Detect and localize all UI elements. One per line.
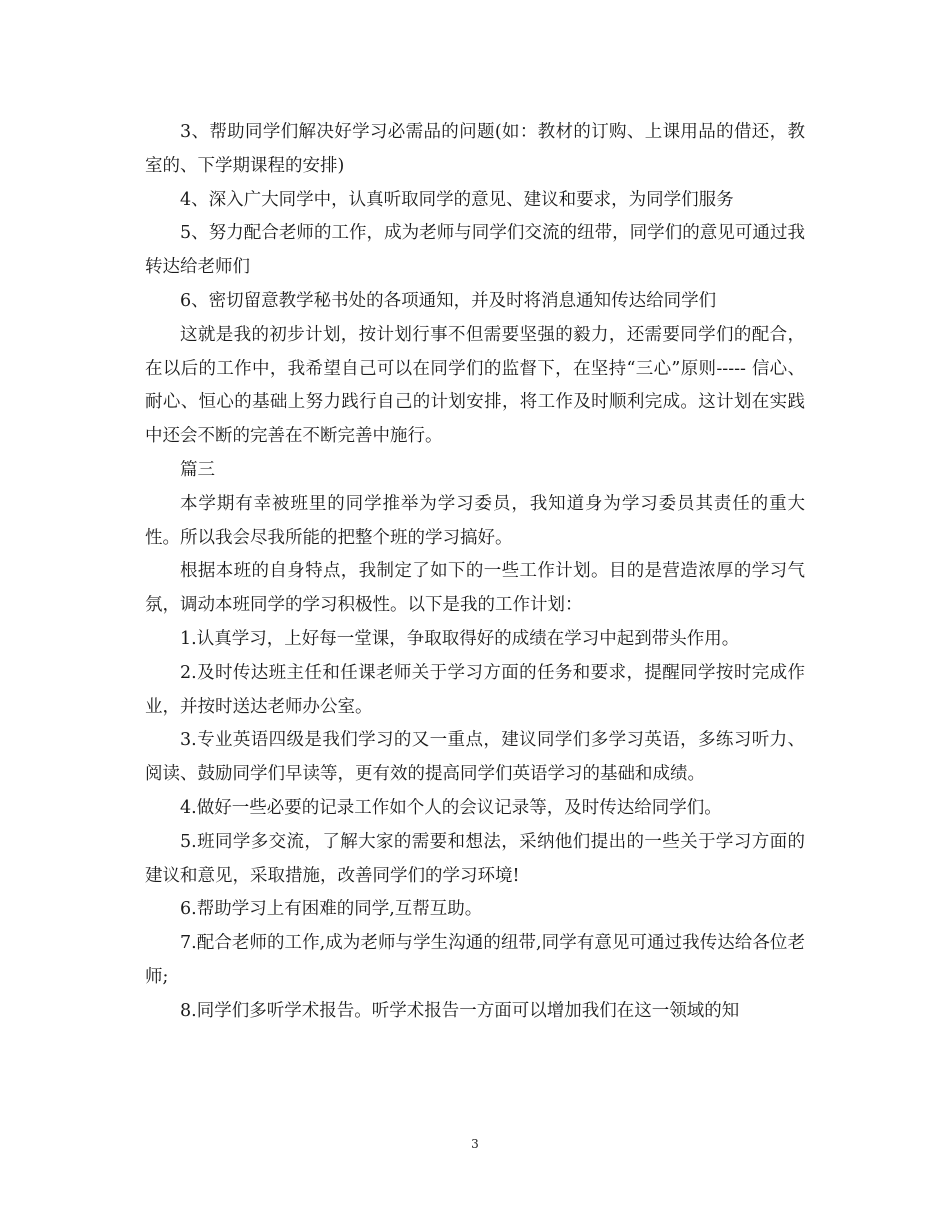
plan-item-5: 5.班同学多交流，了解大家的需要和想法，采纳他们提出的一些关于学习方面的建议和意见，采取措施，改善同学们的学习环境! bbox=[145, 831, 805, 886]
paragraph-plan-intro: 根据本班的自身特点，我制定了如下的一些工作计划。目的是营造浓厚的学习气氛，调动本班同学的学习积极性。以下是我的工作计划： bbox=[145, 561, 805, 616]
section-heading: 篇三 bbox=[180, 459, 215, 480]
page-number: 3 bbox=[471, 1137, 479, 1151]
plan-item-1: 1.认真学习，上好每一堂课，争取取得好的成绩在学习中起到带头作用。 bbox=[180, 628, 740, 649]
document-body bbox=[145, 116, 805, 1029]
plan-item-6: 6.帮助学习上有困难的同学,互帮互助。 bbox=[180, 899, 483, 920]
paragraph-item-3: 3、帮助同学们解决好学习必需品的问题(如：教材的订购、上课用品的借还，教室的、下学期课程的安排) bbox=[145, 122, 805, 176]
plan-item-8: 8.同学们多听学术报告。听学术报告一方面可以增加我们在这一领域的知 bbox=[180, 1000, 740, 1021]
plan-item-7: 7.配合老师的工作,成为老师与学生沟通的纽带,同学有意见可通过我传达给各位老师; bbox=[145, 933, 805, 987]
paragraph-summary: 这就是我的初步计划，按计划行事不但需要坚强的毅力，还需要同学们的配合，在以后的工作中，我希望自己可以在同学们的监督下，在坚持“三心”原则----- 信心、耐心、恒心的基础上努力践行自己的计划安排，将工作及时顺利完成。这计划在实践中还会不断的完善在不断完善中施行。 bbox=[145, 324, 805, 447]
plan-item-3: 3.专业英语四级是我们学习的又一重点，建议同学们多学习英语，多练习听力、阅读、鼓励同学们早读等，更有效的提高同学们英语学习的基础和成绩。 bbox=[145, 730, 805, 785]
paragraph-item-5: 5、努力配合老师的工作，成为老师与同学们交流的纽带，同学们的意见可通过我转达给老师们 bbox=[145, 223, 805, 278]
plan-item-2: 2.及时传达班主任和任课老师关于学习方面的任务和要求，提醒同学按时完成作业，并按时送达老师办公室。 bbox=[145, 662, 805, 717]
paragraph-intro: 本学期有幸被班里的同学推举为学习委员，我知道身为学习委员其责任的重大性。所以我会尽我所能的把整个班的学习搞好。 bbox=[145, 493, 805, 548]
paragraph-item-6: 6、密切留意教学秘书处的各项通知，并及时将消息通知传达给同学们 bbox=[180, 290, 717, 311]
plan-item-4: 4.做好一些必要的记录工作如个人的会议记录等，及时传达给同学们。 bbox=[180, 797, 722, 818]
paragraph-item-4: 4、深入广大同学中，认真听取同学的意见、建议和要求，为同学们服务 bbox=[180, 189, 734, 210]
